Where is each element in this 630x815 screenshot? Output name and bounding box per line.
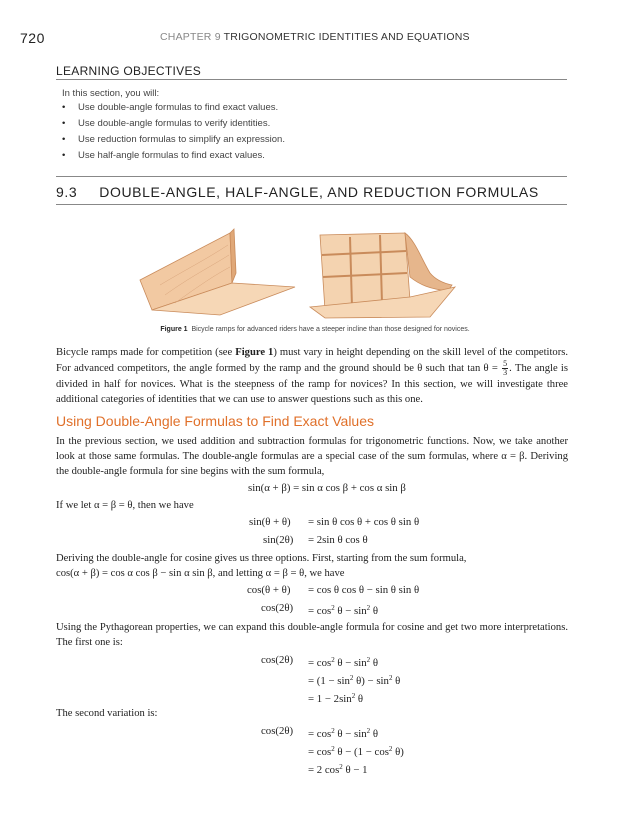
learning-objectives-intro: In this section, you will: — [62, 88, 160, 99]
paragraph: If we let α = β = θ, then we have — [56, 500, 194, 511]
paragraph: cos(α + β) = cos α cos β − sin α sin β, and letting α = β = θ, we have — [56, 568, 345, 579]
bicycle-ramps-figure — [130, 215, 470, 320]
equation-lhs: sin(θ + θ) — [249, 516, 291, 528]
list-item: • Use double-angle formulas to verify identities. — [62, 116, 285, 132]
equation-rhs: = 2sin θ cos θ — [308, 534, 368, 546]
advanced-ramp-image — [310, 233, 455, 318]
list-item: • Use double-angle formulas to find exact values. — [62, 100, 285, 116]
fraction — [502, 360, 508, 377]
intro-paragraph — [56, 345, 568, 407]
figure-reference: Figure 1 — [235, 347, 274, 358]
section-name: DOUBLE-ANGLE, HALF-ANGLE, AND REDUCTION FORMULAS — [99, 184, 539, 200]
paragraph: Using the Pythagorean properties, we can expand this double-angle formula for cosine and get two more interpretations. The first one is: — [56, 622, 568, 648]
equation-rhs: = $\cos^2 \theta - \sin^2 \theta$ — [308, 656, 379, 669]
divider — [56, 79, 567, 80]
equation-lhs: sin(2θ) — [263, 534, 294, 546]
equation-lhs: cos(θ + θ) — [247, 584, 291, 596]
equation-sum-sine: sin(α + β) = sin α cos β + cos α sin β — [248, 482, 406, 494]
page-number: 720 — [20, 30, 45, 46]
equation-lhs: cos(2θ) — [261, 725, 294, 737]
equation-lhs: cos(2θ) — [261, 654, 294, 666]
figure-label: Figure 1 — [160, 326, 188, 333]
divider — [56, 204, 567, 205]
figure-caption — [0, 326, 630, 333]
section-title — [56, 184, 539, 200]
learning-objectives-title: LEARNING OBJECTIVES — [56, 64, 202, 78]
equation-rhs: = sin θ cos θ + cos θ sin θ — [308, 516, 420, 528]
paragraph: Deriving the double-angle for cosine gives us three options. First, starting from the sum formula, — [56, 553, 467, 564]
equation-rhs: = 2 $\cos^2 \theta - 1$ — [308, 763, 368, 776]
figure-caption-text: Bicycle ramps for advanced riders have a steeper incline than those designed for novices. — [191, 326, 470, 333]
equation-rhs: = $\cos^2 \theta - \sin^2 \theta$ — [308, 604, 379, 617]
equation-rhs: = $(1 - \sin^2 \theta) - \sin^2 \theta$ — [308, 674, 401, 687]
fraction-denominator: 3 — [503, 368, 508, 377]
divider — [56, 176, 567, 177]
equation-lhs: cos(2θ) — [261, 602, 294, 614]
subsection-title: Using Double-Angle Formulas to Find Exact Values — [56, 413, 375, 429]
novice-ramp-image — [140, 229, 295, 315]
intro-text: Bicycle ramps made for competition (see — [56, 347, 236, 358]
paragraph: In the previous section, we used addition and subtraction formulas for trigonometric functions. Now, we take another look at those same formulas. The double-angle formulas are a special case of the sum formulas, where α = β. Deriving the double-angle formula for sine begins with the sum formula, — [56, 436, 568, 477]
learning-objectives-list — [62, 100, 285, 164]
equation-rhs: = $1 - 2\sin^2$ θ — [308, 692, 364, 705]
equation-rhs: = $\cos^2 \theta - (1 - \cos^2 \theta)$ — [308, 745, 404, 758]
paragraph: The second variation is: — [56, 708, 158, 719]
list-item: • Use half-angle formulas to find exact values. — [62, 148, 285, 164]
section-number: 9.3 — [56, 184, 78, 200]
chapter-label: CHAPTER 9 — [160, 31, 221, 43]
equation-rhs: = cos θ cos θ − sin θ sin θ — [308, 584, 420, 596]
running-head — [160, 31, 470, 43]
equation-rhs: = $\cos^2 \theta - \sin^2 \theta$ — [308, 727, 379, 740]
list-item: • Use reduction formulas to simplify an expression. — [62, 132, 285, 148]
intro-text: ) must vary in height depending on the skill level of the competitors. For advanced competitors, the angle formed by the ramp and the ground should be θ such that tan θ = — [56, 347, 569, 374]
chapter-title: TRIGONOMETRIC IDENTITIES AND EQUATIONS — [223, 31, 470, 43]
fraction-numerator: 5 — [503, 359, 508, 368]
intro-text: . The angle is divided in half for novices. What is the steepness of the ramp for novices? In this section, we will investigate three additional categories of identities that we can use to answer questions such as this one. — [56, 362, 568, 405]
